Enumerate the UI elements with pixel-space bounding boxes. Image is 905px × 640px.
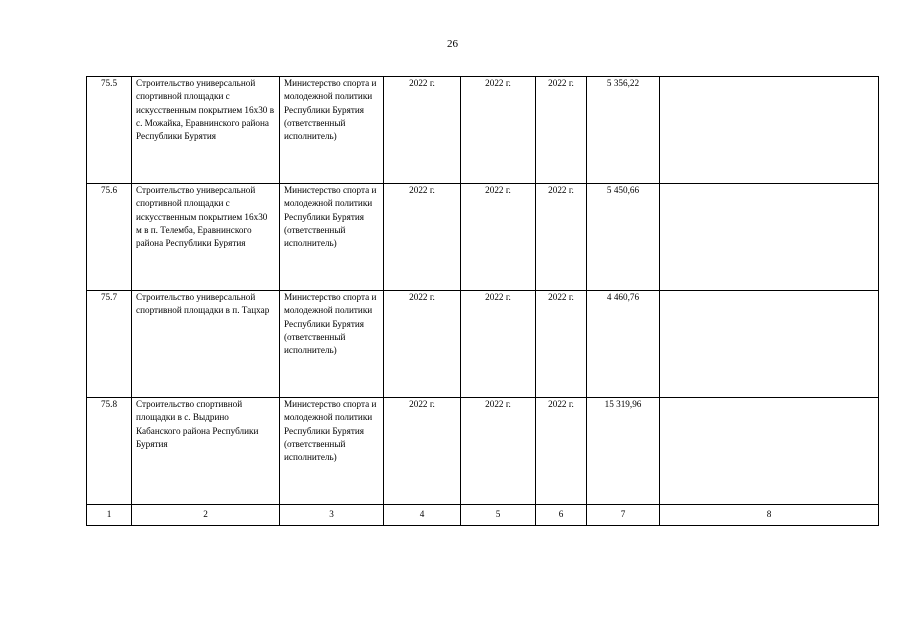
date-cell: 2022 г.: [536, 77, 587, 184]
amount-cell: 4 460,76: [587, 291, 660, 398]
amount-cell: 5 450,66: [587, 184, 660, 291]
executor: Министерство спорта и молодежной политики Республики Бурятия (ответственный исполнитель): [280, 398, 384, 505]
column-number: 5: [461, 505, 536, 526]
executor: Министерство спорта и молодежной политики Республики Бурятия (ответственный исполнитель): [280, 291, 384, 398]
page-number: 26: [447, 38, 458, 50]
column-number: 4: [384, 505, 461, 526]
activity-name: Строительство универсальной спортивной площадки с искусственным покрытием 16х30 м в п. Телемба, Еравнинского района Республики Бурятия: [132, 184, 280, 291]
activity-name: Строительство спортивной площадки в с. Выдрино Кабанского района Республики Бурятия: [132, 398, 280, 505]
date-cell: 2022 г.: [536, 291, 587, 398]
date-cell: 2022 г.: [384, 184, 461, 291]
column-number: 6: [536, 505, 587, 526]
date-cell: 2022 г.: [461, 291, 536, 398]
row-number: 75.7: [87, 291, 132, 398]
table-row: [87, 291, 879, 398]
column-number: 7: [587, 505, 660, 526]
row-number: 75.6: [87, 184, 132, 291]
row-number: 75.8: [87, 398, 132, 505]
activity-name: Строительство универсальной спортивной площадки в п. Тацхар: [132, 291, 280, 398]
column-number: 2: [132, 505, 280, 526]
date-cell: 2022 г.: [461, 184, 536, 291]
amount-cell: 5 356,22: [587, 77, 660, 184]
date-cell: 2022 г.: [384, 77, 461, 184]
column-number: 8: [660, 505, 879, 526]
date-cell: 2022 г.: [536, 398, 587, 505]
table-row: [87, 77, 879, 184]
column-number: 1: [87, 505, 132, 526]
note-cell: [660, 184, 879, 291]
note-cell: [660, 77, 879, 184]
column-number: 3: [280, 505, 384, 526]
note-cell: [660, 398, 879, 505]
note-cell: [660, 291, 879, 398]
activity-name: Строительство универсальной спортивной площадки с искусственным покрытием 16х30 в с. Можайка, Еравнинского района Республики Бурятия: [132, 77, 280, 184]
table-row: [87, 398, 879, 505]
plan-table: [86, 76, 879, 526]
date-cell: 2022 г.: [384, 291, 461, 398]
column-number-row: [87, 505, 879, 526]
amount-cell: 15 319,96: [587, 398, 660, 505]
date-cell: 2022 г.: [536, 184, 587, 291]
executor: Министерство спорта и молодежной политики Республики Бурятия (ответственный исполнитель): [280, 184, 384, 291]
date-cell: 2022 г.: [384, 398, 461, 505]
executor: Министерство спорта и молодежной политики Республики Бурятия (ответственный исполнитель): [280, 77, 384, 184]
row-number: 75.5: [87, 77, 132, 184]
date-cell: 2022 г.: [461, 398, 536, 505]
date-cell: 2022 г.: [461, 77, 536, 184]
table-row: [87, 184, 879, 291]
